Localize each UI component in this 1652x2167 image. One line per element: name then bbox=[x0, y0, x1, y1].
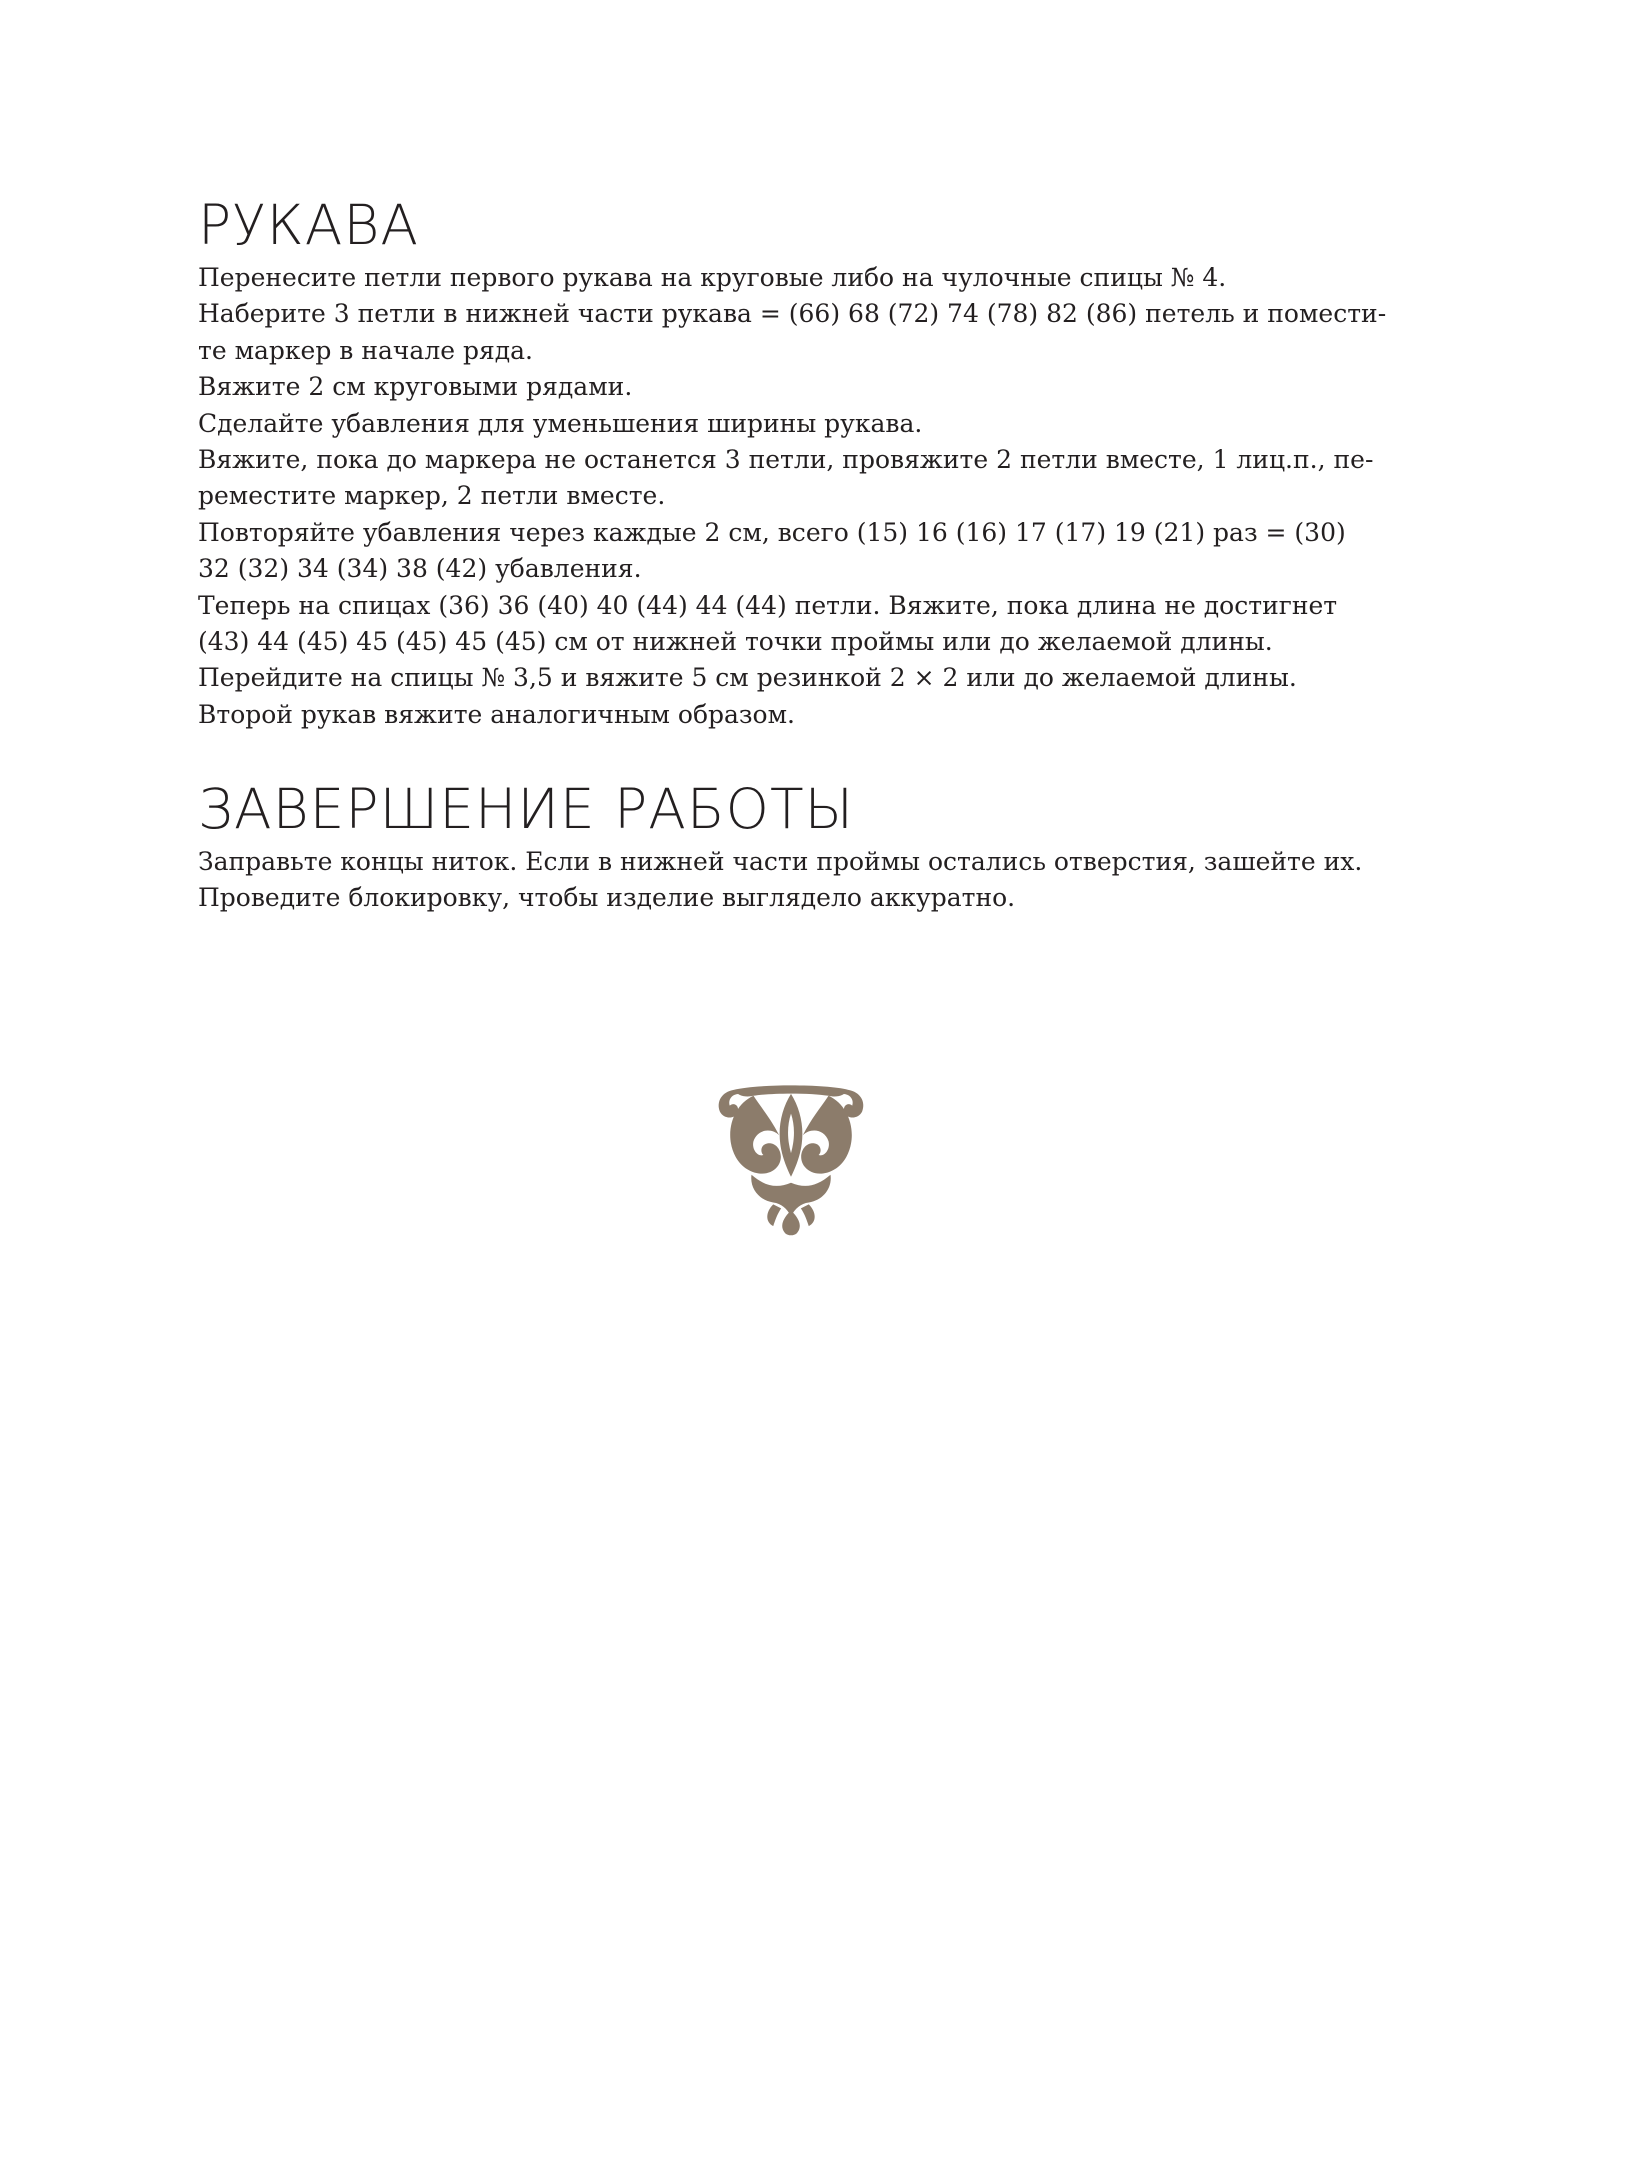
text-line: Проведите блокировку, чтобы изделие выглядело аккуратно. bbox=[198, 883, 1016, 913]
text-line: (43) 44 (45) 45 (45) 45 (45) см от нижней точки проймы или до желаемой длины. bbox=[198, 627, 1273, 657]
finishing-instructions bbox=[198, 844, 1458, 917]
section-title-sleeves: РУКАВА bbox=[198, 193, 420, 257]
text-line: Перенесите петли первого рукава на круговые либо на чулочные спицы № 4. bbox=[198, 263, 1227, 292]
section-title-finishing: ЗАВЕРШЕНИЕ РАБОТЫ bbox=[198, 777, 855, 841]
text-line: Повторяйте убавления через каждые 2 см, всего (15) 16 (16) 17 (17) 19 (21) раз = (30) bbox=[198, 517, 1346, 547]
text-line: 32 (32) 34 (34) 38 (42) убавления. bbox=[198, 554, 642, 584]
text-line: Вяжите, пока до маркера не останется 3 петли, провяжите 2 петли вместе, 1 лиц.п., пе- bbox=[198, 445, 1374, 475]
text-line: реместите маркер, 2 петли вместе. bbox=[198, 481, 666, 511]
text-line: Наберите 3 петли в нижней части рукава = (66) 68 (72) 74 (78) 82 (86) петель и помести- bbox=[198, 299, 1387, 329]
damask-ornament-icon bbox=[712, 1078, 870, 1240]
section-finishing bbox=[198, 776, 1458, 917]
text-line: Сделайте убавления для уменьшения ширины рукава. bbox=[198, 408, 923, 438]
text-line: Заправьте концы ниток. Если в нижней части проймы остались отверстия, зашейте их. bbox=[198, 847, 1363, 876]
sleeves-instructions bbox=[198, 260, 1458, 733]
text-line: Второй рукав вяжите аналогичным образом. bbox=[198, 699, 795, 729]
text-line: Перейдите на спицы № 3,5 и вяжите 5 см резинкой 2 × 2 или до желаемой длины. bbox=[198, 663, 1297, 693]
section-sleeves bbox=[198, 192, 1458, 733]
text-line: Вяжите 2 см круговыми рядами. bbox=[198, 372, 633, 402]
text-line: Теперь на спицах (36) 36 (40) 40 (44) 44 (44) петли. Вяжите, пока длина не достигнет bbox=[198, 590, 1338, 620]
text-line: те маркер в начале ряда. bbox=[198, 335, 533, 365]
